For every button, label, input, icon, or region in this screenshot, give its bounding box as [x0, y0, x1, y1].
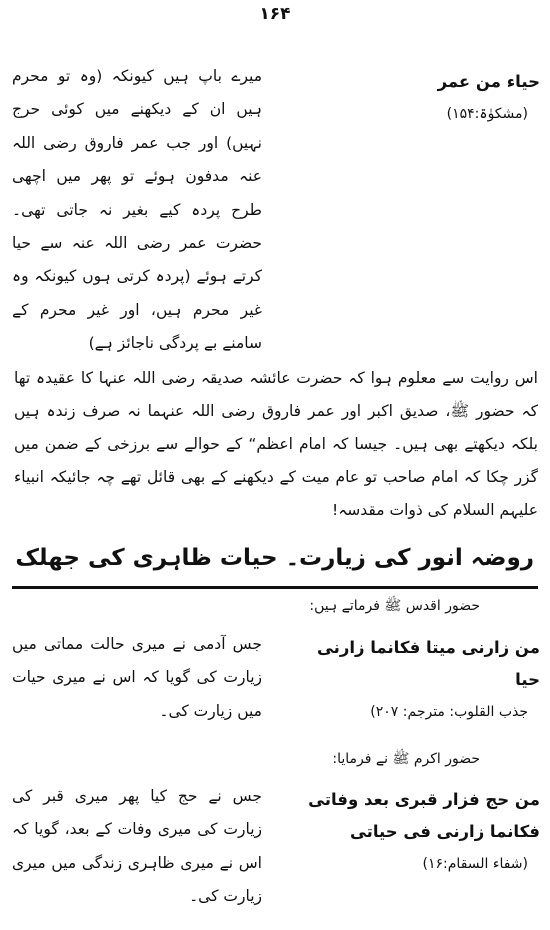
- section3-intro: حضور اکرم ﷺ نے فرمایا:: [332, 751, 480, 767]
- section2-arabic-column: [300, 632, 540, 724]
- section1-arabic-column: [300, 66, 540, 126]
- section2-reference: جذب القلوب: مترجم: ۲۰۷): [370, 704, 528, 720]
- section3-arabic-column: [300, 784, 540, 876]
- section1-reference: (مشکوٰۃ:۱۵۴): [446, 106, 528, 122]
- section3-arabic-text: من حج فزار قبری بعد وفاتی فکانما زارنی فی حیاتی: [308, 790, 540, 841]
- section1-translation: میرے باپ ہیں کیونکہ (وہ تو محرم ہیں ان کے دیکھنے میں کوئی حرج نہیں) اور جب عمر فاروق رضی اللہ عنہ مدفون ہوئے تو پھر میں اچھی طرح پردہ کیے بغیر نہ جاتی تھی۔ حضرت عمر رضی اللہ عنہ سے حیا کرتے ہوئے (پردہ کرتی ہوں کیونکہ وہ غیر محرم ہیں، اور غیر محرم کے سامنے بے پردگی ناجائز ہے): [12, 67, 262, 353]
- section2-intro: حضور اقدس ﷺ فرماتے ہیں:: [309, 598, 480, 614]
- section3-translation: جس نے حج کیا پھر میری قبر کی زیارت کی میری وفات کے بعد، گویا کہ اس نے میری ظاہری زندگی میں میری زیارت کی۔: [12, 787, 262, 906]
- heading-underline: [12, 586, 538, 589]
- section3-reference: (شفاء السقام:۱۶): [422, 856, 528, 872]
- page-number: ۱۶۴: [259, 4, 291, 24]
- section2-arabic-text: من زارنی میتا فکانما زارنی حیا: [316, 638, 540, 689]
- section1-arabic-text: حیاء من عمر: [437, 72, 540, 91]
- section2-translation: جس آدمی نے میری حالت مماتی میں زیارت کی گویا کہ اس نے میری حیات میں زیارت کی۔: [12, 635, 262, 720]
- section1-paragraph: اس روایت سے معلوم ہوا کہ حضرت عائشہ صدیقہ رضی اللہ عنہا کا عقیدہ تھا کہ حضور ﷺ، صدیق اکبر اور عمر فاروق رضی اللہ عنہما نہ صرف زندہ ہیں بلکہ دیکھتے بھی ہیں۔ جیسا کہ امام اعظم“ کے حوالے سے برزخی کے ضمن میں گزر چکا کہ امام صاحب تو عام میت کے دیکھنے کے بھی قائل تھے چہ جائیکہ انبیاء علیہم السلام کی ذوات مقدسہ!: [14, 369, 538, 519]
- section-heading: روضہ انور کی زیارت۔ حیات ظاہری کی جھلک: [15, 545, 534, 571]
